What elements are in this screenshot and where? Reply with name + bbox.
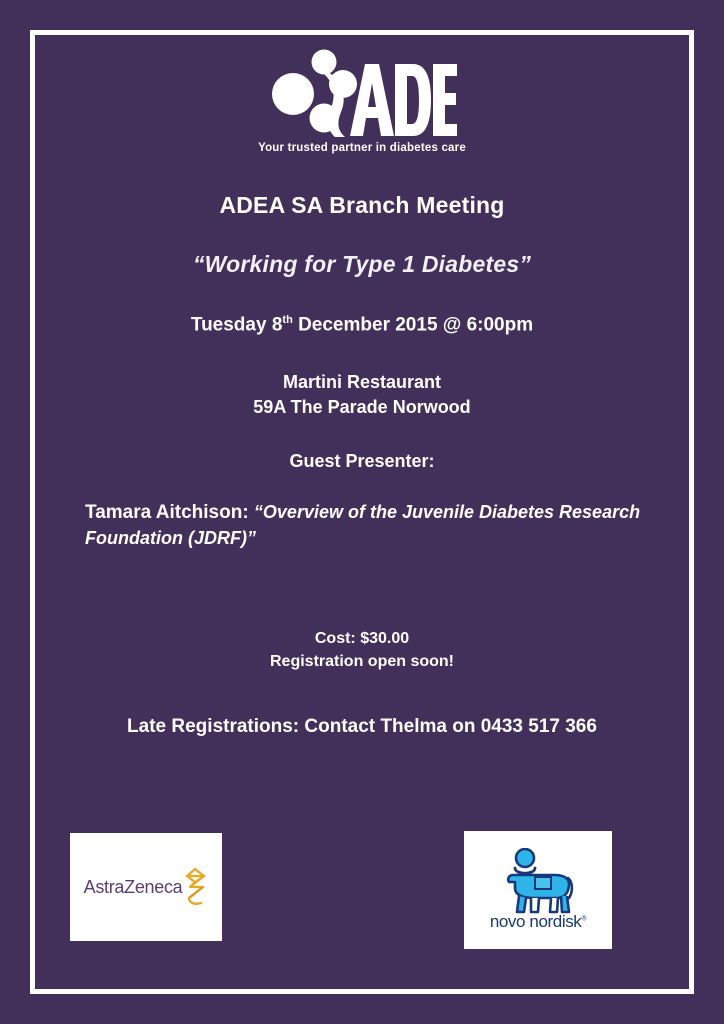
presenter-name: Tamara Aitchison: <box>85 501 254 523</box>
meeting-theme: “Working for Type 1 Diabetes” <box>192 251 532 277</box>
sponsor-logos <box>40 833 684 963</box>
adea-logo-mark <box>267 44 457 140</box>
adea-logo-tagline: Your trusted partner in diabetes care <box>258 142 466 154</box>
meeting-datetime <box>40 314 684 336</box>
astrazeneca-helix-icon <box>182 867 208 907</box>
datetime-suffix: December 2015 @ 6:00pm <box>292 314 534 336</box>
registration-status: Registration open soon! <box>270 653 454 671</box>
novo-nordisk-apis-bull-icon <box>501 848 575 914</box>
guest-presenter-label: Guest Presenter: <box>289 450 435 471</box>
adea-logo-graphic <box>267 44 457 140</box>
datetime-ordinal: th <box>282 314 293 326</box>
venue-address: 59A The Parade Norwood <box>253 396 471 417</box>
meeting-title: ADEA SA Branch Meeting <box>219 192 505 218</box>
sponsor-novo-nordisk <box>464 831 612 949</box>
presenter-talk-title: “Overview of the Juvenile Diabetes Research Foundation (JDRF)” <box>85 501 641 548</box>
novo-nordisk-wordmark <box>490 912 586 932</box>
novo-nordisk-logo <box>464 848 612 932</box>
registered-trademark-icon: ® <box>581 915 587 923</box>
venue-block <box>40 370 684 419</box>
astrazeneca-wordmark: AstraZeneca <box>83 876 183 897</box>
late-registrations-contact: Late Registrations: Contact Thelma on 0433 517 366 <box>127 715 597 737</box>
sponsor-astrazeneca <box>70 833 222 941</box>
novo-nordisk-wordmark-text: novo nordisk <box>489 912 582 931</box>
datetime-prefix: Tuesday 8 <box>190 314 283 336</box>
astrazeneca-logo <box>70 867 222 907</box>
cost-block <box>40 627 684 673</box>
presenter-block <box>40 500 684 551</box>
venue-name: Martini Restaurant <box>282 372 442 393</box>
poster-content <box>40 38 684 986</box>
adea-logo <box>40 38 684 154</box>
cost-amount: Cost: $30.00 <box>314 630 410 648</box>
